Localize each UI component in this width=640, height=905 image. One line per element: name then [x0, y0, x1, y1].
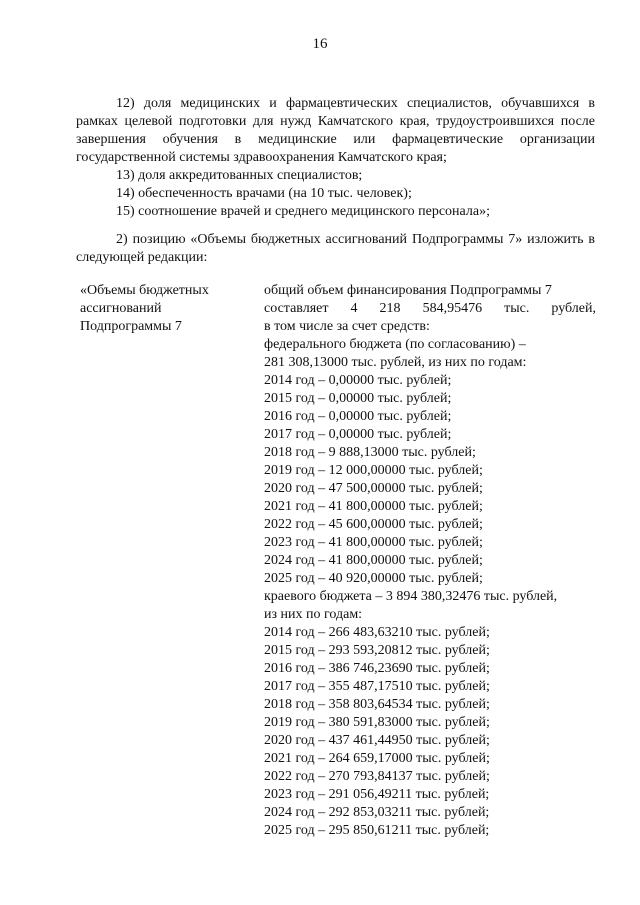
indicator-item-13: 13) доля аккредитованных специалистов; [116, 168, 363, 183]
page-number: 16 [312, 36, 328, 52]
regional-year-line: 2024 год – 292 853,03211 тыс. рублей; [264, 805, 490, 820]
federal-year-line: 2019 год – 12 000,00000 тыс. рублей; [264, 463, 483, 478]
regional-years-list [264, 624, 596, 840]
regional-year-line: 2017 год – 355 487,17510 тыс. рублей; [264, 679, 490, 694]
regional-year-line: 2014 год – 266 483,63210 тыс. рублей; [264, 625, 490, 640]
total-funding-line: в том числе за счет средств: [264, 319, 430, 334]
federal-year-line: 2017 год – 0,00000 тыс. рублей; [264, 427, 452, 442]
federal-year-line: 2016 год – 0,00000 тыс. рублей; [264, 409, 452, 424]
regional-budget-line: краевого бюджета – 3 894 380,32476 тыс. рублей, [264, 589, 558, 604]
regional-year-line: 2016 год – 386 746,23690 тыс. рублей; [264, 661, 490, 676]
regional-year-line: 2021 год – 264 659,17000 тыс. рублей; [264, 751, 490, 766]
regional-year-line: 2015 год – 293 593,20812 тыс. рублей; [264, 643, 490, 658]
federal-year-line: 2025 год – 40 920,00000 тыс. рублей; [264, 571, 483, 586]
federal-year-line: 2021 год – 41 800,00000 тыс. рублей; [264, 499, 483, 514]
position-name-line: Подпрограммы 7 [80, 319, 182, 334]
regional-budget-line: из них по годам: [264, 607, 363, 622]
regional-year-line: 2025 год – 295 850,61211 тыс. рублей; [264, 823, 490, 838]
federal-year-line: 2024 год – 41 800,00000 тыс. рублей; [264, 553, 483, 568]
regional-year-line: 2019 год – 380 591,83000 тыс. рублей; [264, 715, 490, 730]
total-funding-line: общий объем финансирования Подпрограммы 7 [264, 283, 552, 298]
total-funding-line: составляет 4 218 584,95476 тыс. рублей, [264, 301, 596, 316]
amendment-item-2 [76, 231, 595, 267]
regional-year-line: 2018 год – 358 803,64534 тыс. рублей; [264, 697, 490, 712]
position-name-line: ассигнований [80, 301, 162, 316]
position-name [80, 282, 230, 336]
indicator-item-14: 14) обеспеченность врачами (на 10 тыс. человек); [116, 186, 412, 201]
indicator-item-15: 15) соотношение врачей и среднего медицинского персонала»; [116, 204, 490, 219]
federal-budget-line: федерального бюджета (по согласованию) – [264, 337, 526, 352]
federal-year-line: 2014 год – 0,00000 тыс. рублей; [264, 373, 452, 388]
federal-budget-line: 281 308,13000 тыс. рублей, из них по годам: [264, 355, 527, 370]
indicator-item-12: 12) доля медицинских и фармацевтических специалистов, обучавшихся в рамках целевой подготовки для нужд Камчатского края, трудоустроившихся после завершения обучения в медицинские или фармацевтические организации государственной системы здравоохранения Камчатского края; [76, 96, 595, 165]
regional-year-line: 2023 год – 291 056,49211 тыс. рублей; [264, 787, 490, 802]
federal-year-line: 2023 год – 41 800,00000 тыс. рублей; [264, 535, 483, 550]
federal-year-line: 2018 год – 9 888,13000 тыс. рублей; [264, 445, 476, 460]
federal-years-list [264, 372, 596, 588]
federal-year-line: 2015 год – 0,00000 тыс. рублей; [264, 391, 452, 406]
federal-year-line: 2020 год – 47 500,00000 тыс. рублей; [264, 481, 483, 496]
indicator-list [76, 95, 595, 221]
regional-year-line: 2022 год – 270 793,84137 тыс. рублей; [264, 769, 490, 784]
amendment-text: 2) позицию «Объемы бюджетных ассигнований Подпрограммы 7» изложить в следующей редакции: [76, 232, 595, 265]
position-name-line: «Объемы бюджетных [80, 283, 209, 298]
federal-year-line: 2022 год – 45 600,00000 тыс. рублей; [264, 517, 483, 532]
position-value [264, 282, 596, 840]
regional-year-line: 2020 год – 437 461,44950 тыс. рублей; [264, 733, 490, 748]
